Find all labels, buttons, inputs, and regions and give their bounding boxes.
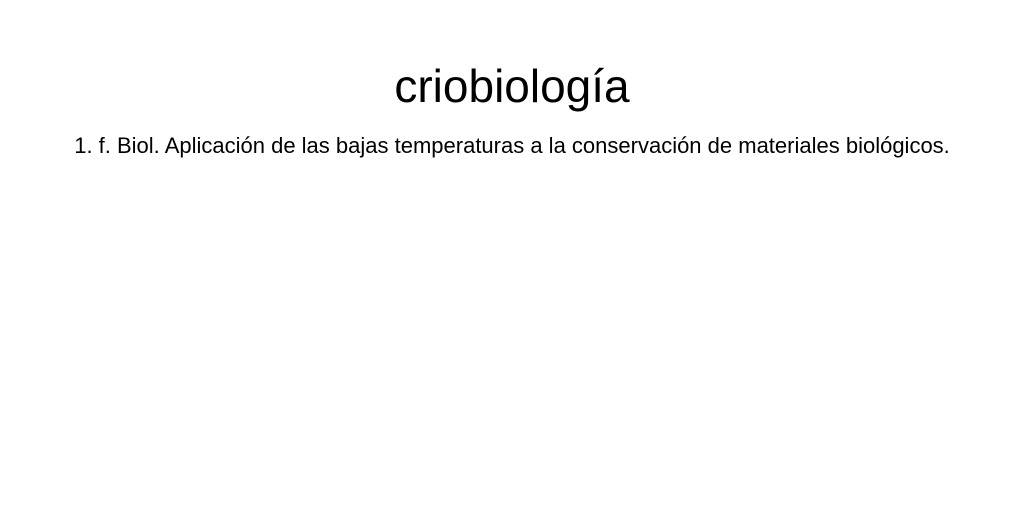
entry-headword: criobiología <box>394 60 630 112</box>
entry-definition: 1. f. Biol. Aplicación de las bajas temperaturas a la conservación de materiales biológicos. <box>74 133 950 158</box>
